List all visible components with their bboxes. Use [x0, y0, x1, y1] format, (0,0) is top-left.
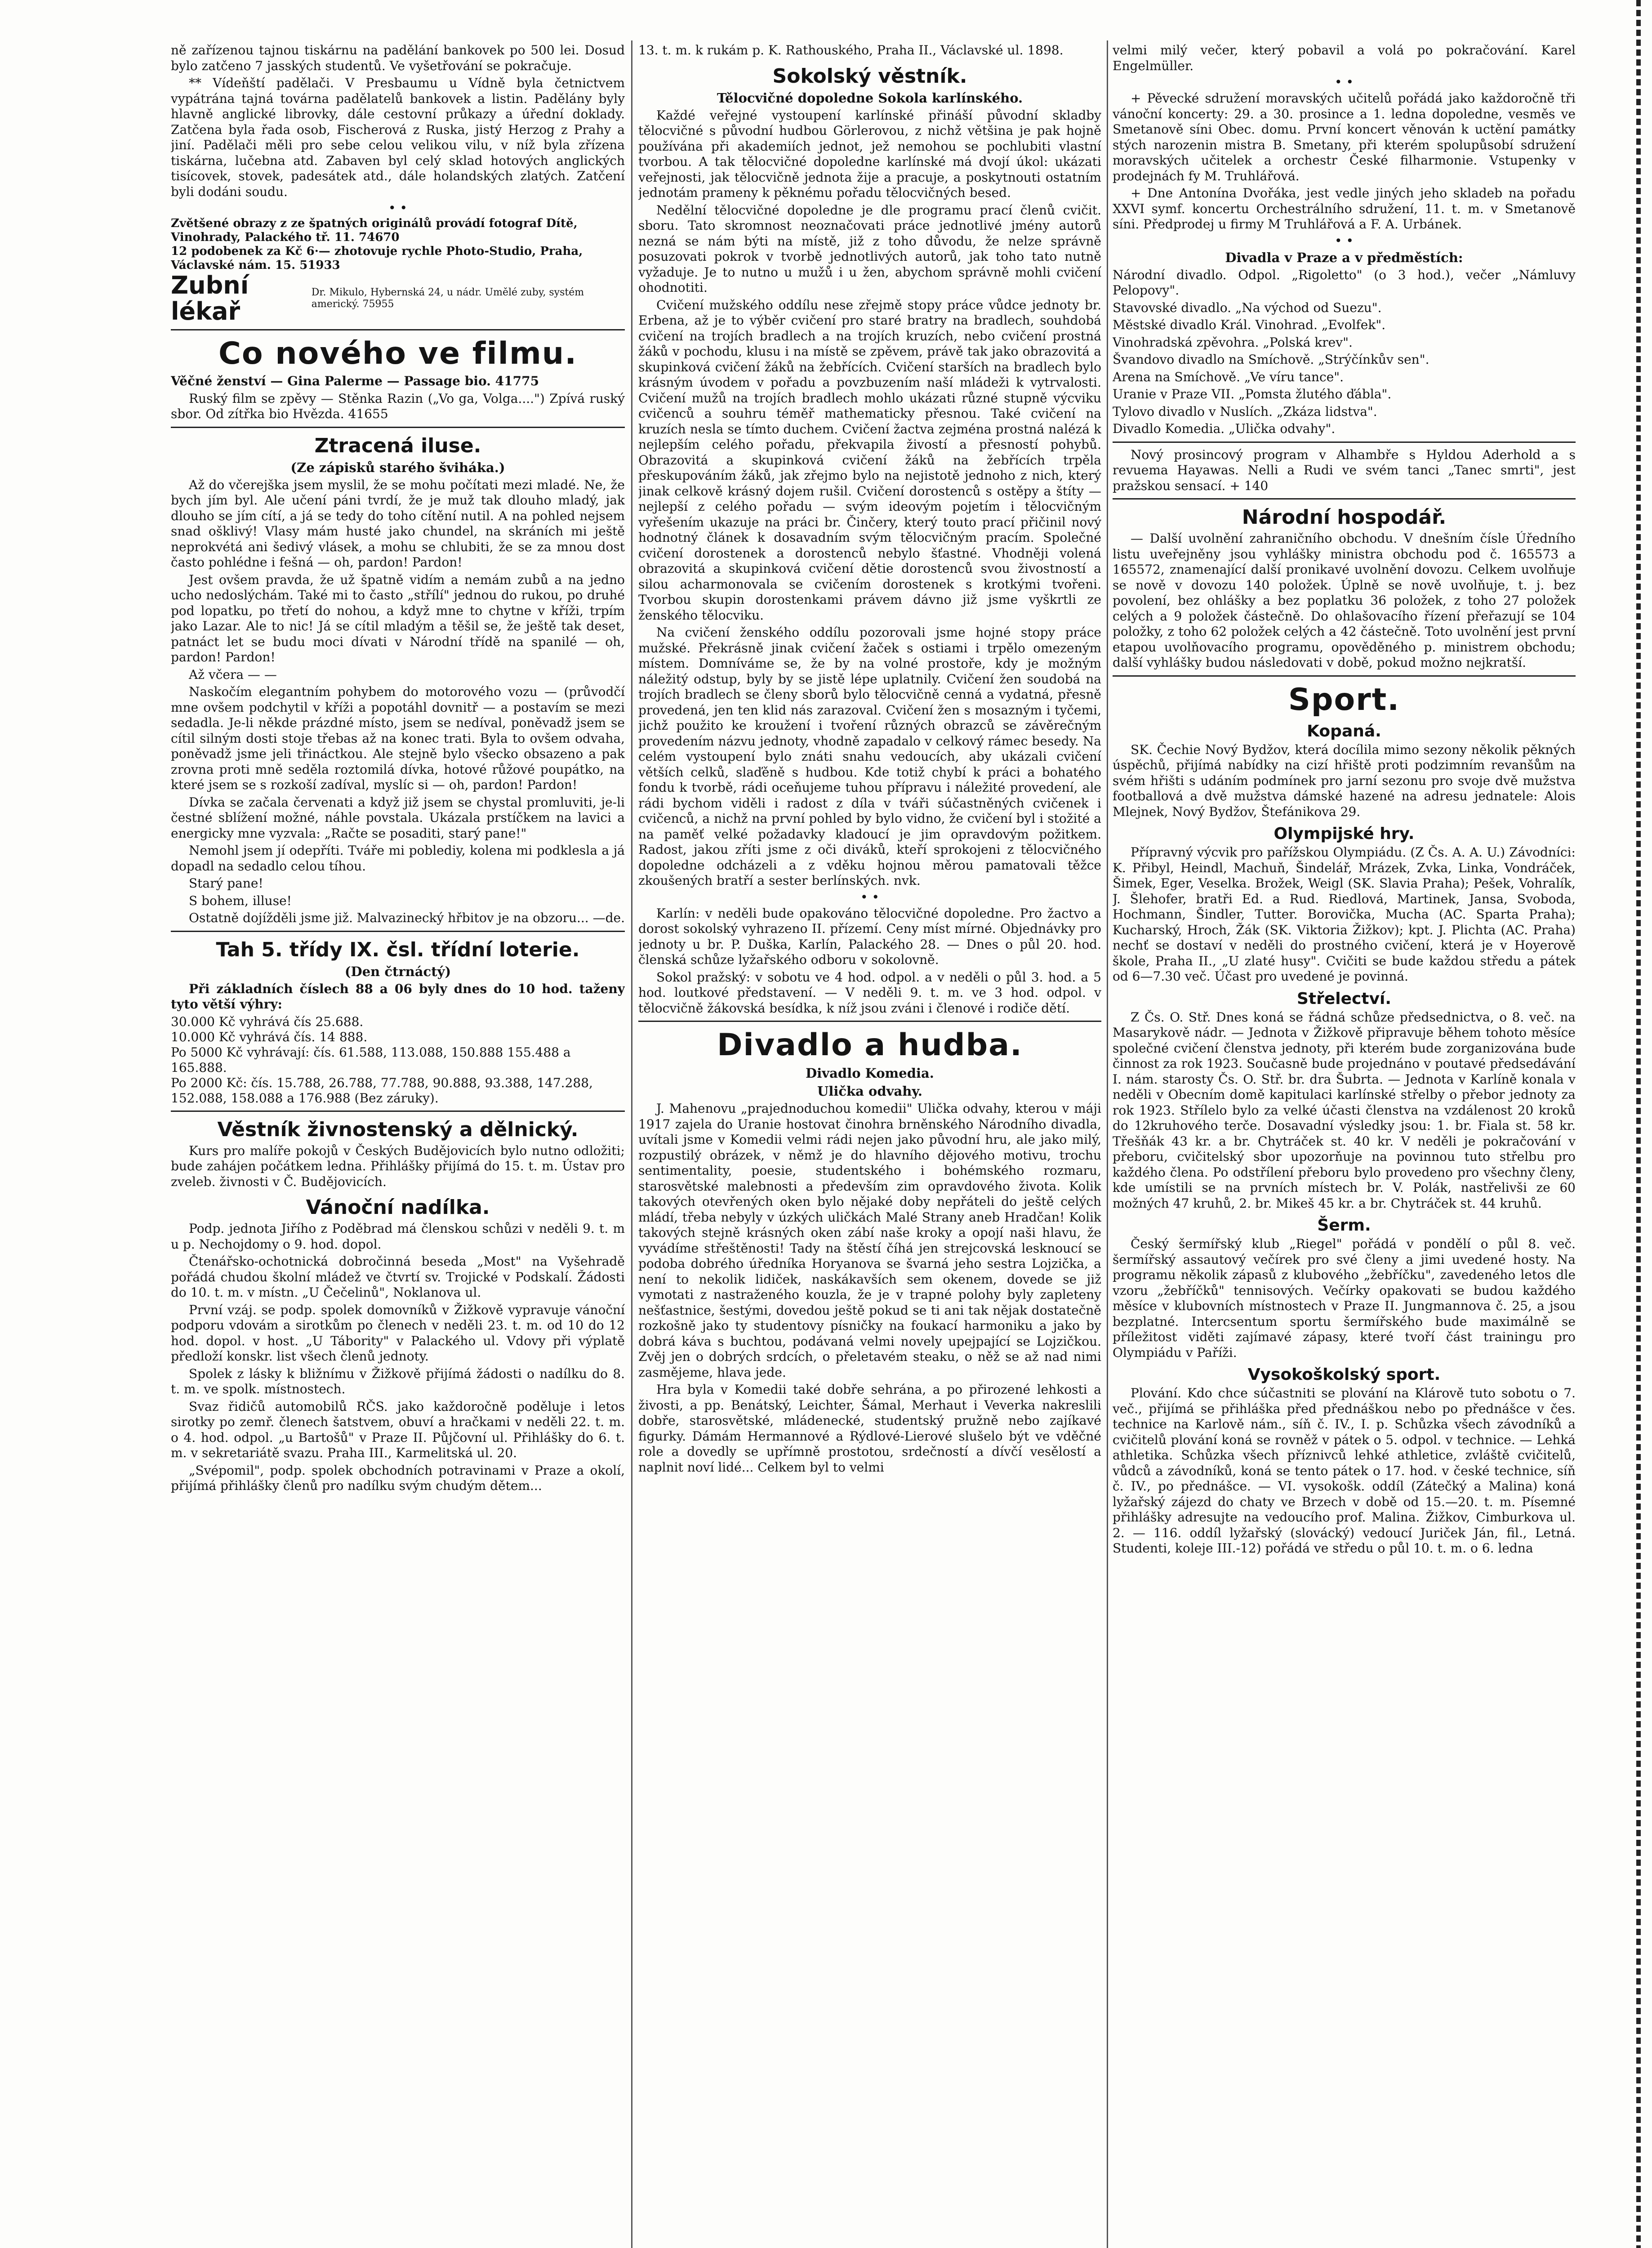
subheading: Divadla v Praze a v předměstích: — [1225, 250, 1463, 265]
paragraph: Přípravný výcvik pro pařížskou Olympiádu. (Z Čs. A. A. U.) Závodníci: K. Přibyl, Heindl, Machuň, Šindelář, Mrázek, Zvka, Linka, Vondráček, Šimek, Eger, Veselka. Brožek, Weigl (SK. Slavia Praha); Pešek, Vohralík, J. Šlehofer, bratři Ed. a Rud. Riedlová, Martinek, Jansa, Svoboda, Hochmann, Šindler, Tutter. Borovička, Mucha (AC. Sparta Praha); Kucharský, Hroch, Žák (SK. Viktoria Žižkov); kpt. J. Plichta (AC. Praha) nechť se dostaví v neděli do prostného cvičení, která je v Hoyerově škole, Praha II., „U zlaté husy". Cvičiti se bude každou středu a pátek od 6—7.30 več. Účast pro uvedené je povinná. — [1113, 845, 1576, 984]
paragraph: Podp. jednota Jiřího z Poděbrad má členskou schůzi v neděli 9. t. m u p. Nechojdomy o 9. hod. dopol. — [171, 1221, 625, 1252]
paragraph: velmi milý večer, který pobavil a volá po pokračování. Karel Engelmüller. — [1113, 43, 1576, 73]
prize-line: 10.000 Kč vyhrává čís. 14 888. — [171, 1029, 368, 1044]
sport-subheading: Olympijské hry. — [1274, 825, 1415, 843]
paragraph: Ostatně dojížděli jsme již. Malvazinecký hřbitov je na obzoru... —de. — [189, 910, 625, 925]
paragraph: Naskočím elegantním pohybem do motorového vozu — (průvodčí mne ovšem podchytil v kříži a popotáhl dovnitř — a postavím se mezi sedadla. Je-li někde prázdné místo, jsem se nedíval, poněvadž jsem se cítil silným dosti stoje třebas až na konec trati. Byla to ovšem odvaha, poněvadž jsme jeli třináctkou. Ale stejně bylo všecko obsazeno a pak zrovna proti mně seděla roztomilá dívka, hotové růžové poupátko, na které jsem se s rozkoší zadíval, myslíc si — oh, pardon! Pardon! — [171, 684, 625, 792]
paragraph: Každé veřejné vystoupení karlínské přináší původní skladby tělocvičné s původní hudbou Görlerovou, z nichž většina je pak hojně používána při akademiích jednot, jež nemohou se pochlubiti vlastní tvorbou. A tak tělocvičné dopoledne karlínské má dvojí úkol: ukázati veřejnosti, jak tělocvičně jednota žije a pracuje, a poskytnouti ostatním jednotám prameny k pěknému pořadu tělocvičných besed. — [638, 107, 1101, 200]
paragraph: Karlín: v neděli bude opakováno tělocvičné dopoledne. Pro žactvo a dorost sokolský vyhrazeno II. přízemí. Ceny míst mírné. Objednávky pro jednoty u br. P. Duška, Karlín, Palackého 28. — Dnes o půl 20. hod. členská schůze lyžařského odboru v sokolovně. — [638, 905, 1101, 967]
paragraph: Plování. Kdo chce súčastniti se plování na Klárově tuto sobotu o 7. več., přijímá se přihláška před přednáškou nebo po přednášce v čes. technice na Karlově nám., síň č. IV., I. p. Schůzka všech závodníků a cvičitelů plování koná se rovněž v pátek o 5. odpol. v technice. — Lehká athletika. Schůzka všech příznivců lehké athletice, zvláště cvičitelů, vůdců a závodníků, koná se tento pátek o 17. hod. v české technice, síň č. IV., po přednášce. — VI. vysokošk. oddíl (Zátečký a Malina) koná lyžařský zájezd do chaty ve Brzech v době od 15.—20. t. m. Písemné přihlášky adresujte na vedoucího prof. Malina. Žižkov, Cimburkova ul. 2. — 116. oddíl lyžařský (slovácký) vedoucí Juriček Ján, fil., Letná. Studenti, koleje III.-12) pořádá ve středu o půl 10. t. m. o 6. ledna — [1113, 1386, 1576, 1556]
paragraph: Vinohradská zpěvohra. „Polská krev". — [1113, 335, 1353, 350]
section-heading: Sport. — [1288, 682, 1400, 718]
sport-subheading: Kopaná. — [1307, 722, 1381, 740]
paragraph: Národní divadlo. Odpol. „Rigoletto" (o 3 hod.), večer „Námluvy Pelopovy". — [1113, 267, 1576, 298]
paragraph: Uranie v Praze VII. „Pomsta žlutého ďábla". — [1113, 387, 1392, 401]
prize-line: Po 5000 Kč vyhrávají: čís. 61.588, 113.088, 150.888 155.488 a 165.888. — [171, 1044, 571, 1075]
prize-line: Po 2000 Kč: čís. 15.788, 26.788, 77.788, 90.888, 93.388, 147.288, 152.088, 158.088 a 176.988 (Bez záruky). — [171, 1075, 593, 1106]
subheading: Ulička odvahy. — [817, 1084, 922, 1099]
sport-subheading: Střelectví. — [1296, 989, 1392, 1008]
rule-separator — [171, 427, 625, 428]
article-heading: Sokolský věstník. — [772, 64, 967, 88]
article-heading: Vánoční nadílka. — [306, 1196, 490, 1219]
paragraph: Starý pane! — [189, 876, 263, 891]
dentist-ad-title: Zubní lékař — [171, 271, 249, 326]
paragraph: Dívka se začala červenati a když již jsem se chystal promluviti, je-li čestné sblížení možné, náhle povstala. Ukázala prstíčkem na lavici a energicky mne vyzvala: „Račte se posaditi, starý pane!" — [171, 794, 625, 841]
paragraph: ně zařízenou tajnou tiskárnu na padělání bankovek po 500 lei. Dosud bylo zatčeno 7 jasských studentů. Ve vyšetřování se pokračuje. — [171, 43, 625, 73]
paragraph: Nedělní tělocvičné dopoledne je dle programu prací členů cvičit. sboru. Tato skromnost neoznačovati práce jednotlivé jmény autorů nezná se nám býti na místě, již z toho důvodu, že nelze správně posuzovati pokrok v tvorbě jednotlivých autorů, jak toho tato nutně vyžaduje. Je to nutno u mužů i u žen, abychom správně mohli cvičení ohodnotiti. — [638, 202, 1101, 295]
paragraph: Až do včerejška jsem myslil, že se mohu počítati mezi mladé. Ne, že bych jím byl. Ale učení páni tvrdí, že je muž tak dlouho mladý, jak dlouho se jím cítí, a já se tedy do toho cítění nutil. A na pohled nejsem snad ošklivý! Vlasy mám husté jako chundel, na skráních mi ještě neprokvétá ani šedivý vlásek, a mohu se chlubiti, že se za mnou dost často pohlédne i fešná — oh, pardon! Pardon! — [171, 477, 625, 570]
rule-separator — [171, 931, 625, 932]
paragraph: Ruský film se zpěvy — Stěnka Razin („Vo ga, Volga....") Zpívá ruský sbor. Od zítřka bio Hvězda. 41655 — [171, 391, 625, 421]
dot-separator: • • — [860, 889, 879, 905]
paragraph: Při základních číslech 88 a 06 byly dnes do 10 hod. taženy tyto větší výhry: — [171, 981, 625, 1012]
paragraph: + Dne Antonína Dvořáka, jest vedle jiných jeho skladeb na pořadu XXVI symf. koncertu Orchestrálního sdružení, 11. t. m. v Smetanově síni. Předprodej u firmy M Truhlářová a F. A. Urbánek. — [1113, 186, 1576, 232]
dot-separator: • • — [1335, 233, 1354, 248]
paragraph: Čtenářsko-ochotnická dobročinná beseda „Most" na Vyšehradě pořádá chudou školní mládež ve čtvrtí sv. Trojické v Podskalí. Žádosti do 10. t. m. v místn. „U Čečelinů", Noklanova ul. — [171, 1254, 625, 1300]
sport-subheading: Šerm. — [1317, 1216, 1371, 1235]
article-heading: Ztracená iluse. — [314, 434, 481, 457]
paragraph: Až včera — — — [189, 667, 277, 682]
paragraph: Český šermířský klub „Riegel" pořádá v pondělí o půl 8. več. šermířský assautový večírek pro své členy a jimi uvedené hosty. Na programu několik zápasů z klubového „žebříčku", zavedeného letos dle vzoru „žebříčků" tennisových. Večírky opakovati se budou každého měsíce v klubovních místnostech v Praze II. Jungmannova č. 25, a jsou bezplatné. Intercsentum sportu šermířského bude maximálně se příležitost viděti zajímavé zápasy, které tvoří část trainingu pro Olympiádu v Paříži. — [1113, 1236, 1576, 1360]
column-left — [171, 43, 625, 2248]
paragraph: Na cvičení ženského oddílu pozorovali jsme hojné stopy práce mužské. Překrásně jinak cvičení žaček s ostiami i trpělo omezeným místem. Domníváme se, že by na volné prostoře, kdy je možným náležitý odstup, byly by se jistě lépe uplatnily. Cvičení žen soudobá na trojích bradlech se členy sborů bylo tělocvičně cenná a vydatná, přesně provedená, jen ten klid nás zarazoval. Cvičení žen s mosazným i tyčemi, jichž použito ke kroužení i tvoření různých obrazců se závěrečným provedením názvu jednoty, vhodně zapadalo v celkový rámec besedy. Na celém vystoupení bylo znáti snahu vedoucích, aby ukázali cvičení větších celků, slaďěně s hudbou. Kde totiž chybí k práci a bohatého fondu k tvorbě, rádi oceňujeme tuhou přípravu i náležité provedení, ale rádi bychom viděli i radost z díla v tváři súčastněných cvičenek i cvičenců, a nichž na první pohled by bylo vidno, že cvičení byl i stožité a na paměť velké požadavky kladoucí je jim opravdovým požitkem. Radost, jakou zříti jsme z oči diváků, kteří sprokojeni z tělocvičného dopoledne odcházeli a z vděku hojnou měrou pamatovali těžce zkoušených bratří a sester berlínských. nvk. — [638, 625, 1101, 888]
sport-subheading: Vysokoškolský sport. — [1247, 1365, 1441, 1384]
paragraph: Arena na Smíchově. „Ve víru tance". — [1113, 369, 1344, 384]
paragraph: Stavovské divadlo. „Na východ od Suezu". — [1113, 300, 1382, 315]
paragraph: Jest ovšem pravda, že už špatně vidím a nemám zubů a na jedno ucho nedoslýchám. Také mi to často „střílí" jednou do rukou, po druhé pod lopatku, po třetí do nohou, a když mne to chytne v kříži, trpím jako Lazar. Ale to nic! Já se cítil mladým a těšil se, že ještě tak deset, patnáct let se budu moci dívati v Národní třídě na spanilé — oh, pardon! Pardon! — [171, 572, 625, 665]
paragraph: Cvičení mužského oddílu nese zřejmě stopy práce vůdce jednoty br. Erbena, až je to výběr cvičení pro staré bratry na bradlech, souhdobá cvičení na trojích bradlech a na trojích kruzích, nebo cvičení prostná žáků v pochodu, klusu i na místě se zpěvem, právě tak jako obrazovitá a skupinková cvičení žáků na žebřících. Cvičení starších na bradlech bylo krásným úvodem v pořadu a povzbuzením naší mládeži k vytrvalosti. Cvičení mužů na trojích bradlech mohlo ukázati různé stupně výcviku cvičenců a souhru téměř mathematicky přesnou. Také cvičení na kruzích nesla se tímto duchem. Cvičení žactva zejména prostná nalézá k nejlepším celého pořadu, překvapila živostí a přesností pohybů. Obrazovitá a skupinková cvičení žáků na žebřících trpěla přeskupováním žáků, jak zřejmo bylo na nejistotě jednoho z nich, který jinak celkově krásný dojem rušil. Cvičení dorostenců s ostěpy a štíty — nejlepší z celého pořadu — svým ideovým pojetím i tělocvičným vyřešením ukazuje na práci br. Činčery, který touto prací přičinil nový hodnotný článek k dosavadním svým tělocvičným pracím. Společné cvičení dorostenek a dorostenců nebylo šťastné. Vhodněji volená obrazovitá a skupinková cvičení dětie dorostenců svou živostností a silou acharmonovala se cvičením dorostenek s krotkými tvořeni. Tvorbou skupin dorostenkami právem dávno již jsme vyškrtli ze ženského tělocviku. — [638, 297, 1101, 623]
paragraph: „Svépomil", podp. spolek obchodních potravinami v Praze a okolí, přijímá přihlášky členů pro nadílku svým chudým dětem... — [171, 1463, 625, 1493]
paragraph: Nový prosincový program v Alhambře s Hyldou Aderhold a s revuema Hayawas. Nelli a Rudi ve svém tanci „Tanec smrti", jest pražskou sensací. + 140 — [1113, 447, 1576, 493]
article-heading: Národní hospodář. — [1242, 506, 1447, 529]
subheading: (Ze zápisků starého šviháka.) — [290, 459, 505, 475]
dentist-ad — [171, 272, 625, 325]
column-middle — [638, 43, 1101, 2248]
subheading: Tělocvičné dopoledne Sokola karlínského. — [717, 90, 1023, 106]
scan-edge-right — [1636, 0, 1641, 2248]
advertisement: 12 podobenek za Kč 6·— zhotovuje rychle Photo-Studio, Praha, Václavské nám. 15. 51933 — [171, 245, 583, 272]
article-heading: Tah 5. třídy IX. čsl. třídní loterie. — [216, 938, 580, 961]
paragraph: První vzáj. se podp. spolek domovníků v Žižkově vypravuje vánoční podporu vdovám a sirotkům po členech v neděli 23. t. m. od 10 do 12 hod. dopol. v host. „U Tábority" v Palackého ul. Vdovy při výplatě předloží konskr. list všech členů jednoty. — [171, 1302, 625, 1364]
paragraph: Hra byla v Komedii také dobře sehrána, a po přirozené lehkosti a živosti, a pp. Benátský, Leichter, Šámal, Merhaut i Veverka nakreslili dobře, starosvětské, mládenecké, studentský pružně nebo zajíkavé figurky. Dámám Hermannové a Rýdlové-Lierové slušelo být ve vděčné role a dovedly se upřímně prostotou, srdečností a dívčí vesělostí a naplnit noví lidé... Celkem byl to velmi — [638, 1382, 1101, 1475]
subheading: (Den čtrnáctý) — [344, 963, 451, 979]
rule-separator — [638, 1021, 1101, 1022]
rule-separator — [1113, 442, 1576, 443]
dot-separator: • • — [388, 201, 407, 215]
paragraph: Městské divadlo Král. Vinohrad. „Evolfek". — [1113, 317, 1386, 332]
paragraph: Kurs pro malíře pokojů v Českých Budějovicích bylo nutno odložiti; bude zahájen počátkem ledna. Přihlášky přijímá do 15. t. m. Ústav pro zveleb. živnosti v Č. Budějovicích. — [171, 1143, 625, 1189]
rule-separator — [171, 329, 625, 330]
paragraph: 13. t. m. k rukám p. K. Rathouského, Praha II., Václavské ul. 1898. — [638, 43, 1064, 58]
paragraph: Divadlo Komedia. „Ulička odvahy". — [1113, 421, 1336, 436]
section-heading: Divadlo a hudba. — [717, 1027, 1023, 1063]
column-divider — [1107, 40, 1108, 2248]
paragraph: Švandovo divadlo na Smíchově. „Strýčínkův sen". — [1113, 352, 1429, 367]
dentist-ad-text: Dr. Mikulo, Hybernská 24, u nádr. Umělé zuby, systém americký. 75955 — [311, 287, 584, 310]
rule-separator — [1113, 498, 1576, 500]
advertisement: Zvětšené obrazy z ze špatných originálů provádí fotograf Dítě, Vinohrady, Palackého tř. 11. 74670 — [171, 217, 578, 244]
paragraph: Spolek z lásky k bližnímu v Žižkově přijímá žádosti o nadílku do 8. t. m. ve spolk. místnostech. — [171, 1366, 625, 1396]
paragraph: Sokol pražský: v sobotu ve 4 hod. odpol. a v neděli o půl 3. hod. a 5 hod. loutkové představení. — V neděli 9. t. m. ve 3 hod. odpol. v tělocvičně žákovská besídka, k níž jsou zváni i členové i rodiče dětí. — [638, 969, 1101, 1016]
paragraph: ** Vídeňští padělači. V Presbaumu u Vídně byla četnictvem vypátrána tajná továrna padělatelů bankovek a listin. Padělány byly hlavně anglické librovky, dále cestovní průkazy a úřední doklady. Zatčena byla řada osob, Fischerová z Ruska, jistý Herzog z Prahy a jiní. Padělači měli pro sebe celou velikou vilu, v níž byla zřízena tiskárna, lučebna atd. Zabaven byl celý sklad hotových anglických tisícovek, stovek, padesátek atd., dále holandských zlatých. Zatčení byli dodáni soudu. — [171, 76, 625, 199]
dot-separator: • • — [1335, 75, 1354, 89]
paragraph: Věčné ženství — Gina Palerme — Passage bio. 41775 — [171, 374, 539, 388]
paragraph: Z Čs. O. Stř. Dnes koná se řádná schůze předsednictva, o 8. več. na Masarykově nádr. — Jednota v Žižkově připravuje během tohoto měsíce společné cvičení členstva jednoty, při kterém bude zorganizována bude činnost za rok 1923. Současně bude projednáno v poutavé předsedávání I. nám. starosty Čs. O. Stř. br. dra Šubrta. — Jednota v Karlíně konala v neděli v Obecním domě kapitulaci karlínské střelby o přebor jednoty za rok 1923. Střílelo bylo za velké účasti členstva na vzdálenost 20 kroků do 12kruhového terče. Dosavadní výsledky jsou: 1. br. Fiala st. 58 kr. Třešňák 43 kr. a br. Chytráček st. 40 kr. V neděli je pokračování v přeboru, cvičitelský sbor upozorňuje na povinnou tuto střelbu pro každého člena. Po odstřílení přeboru bylo provedeno pro všechny členy, kde umístili se na prvních místech br. V. Polák, nastřelivši ze 60 možných 47 kruhů, 2. br. Mikeš 45 kr. a br. Chytráček st. 44 kruhů. — [1113, 1009, 1576, 1211]
column-divider — [631, 40, 632, 2248]
paragraph: + Pěvecké sdružení moravských učitelů pořádá jako každoročně tři vánoční koncerty: 29. a 30. prosince a 1. ledna dopoledne, vesměs ve Smetanově síni Obec. domu. První koncert věnován k uctění památky stých narozenin mistra B. Smetany, při kterém spolupůsobí sdružení moravských učitelek a orchestr České filharmonie. Vstupenky v prodejnách fy M. Truhlářová. — [1113, 91, 1576, 183]
article-heading: Věstník živnostenský a dělnický. — [217, 1118, 579, 1141]
section-heading: Co nového ve filmu. — [218, 336, 578, 371]
paragraph: Tylovo divadlo v Nuslích. „Zkáza lidstva". — [1113, 404, 1377, 419]
subheading: Divadlo Komedia. — [806, 1066, 934, 1081]
paragraph: — Další uvolnění zahraničního obchodu. V dnešním čísle Úředního listu uveřejněny jsou vyhlášky ministra obchodu pod č. 165573 a 165572, znamenající další pronikavé uvolnění dovozu. Celkem uvolňuje se nově v dovozu 140 položek. Úplně se nově uvolňuje, t. j. bez povolení, bez ohlášky a bez poplatku 36 položek, z toho 27 položek celých a 9 položek částečně. Do ohlašovacího řízení přeřazují se 104 položky, z toho 62 položek celých a 42 částečně. Toto uvolnění jest první etapou uvolňovacího programu, opověděného p. ministrem obchodu; další vyhlášky budou následovati v době, pokud možno nejkratší. — [1113, 531, 1576, 670]
paragraph: SK. Čechie Nový Bydžov, která docílila mimo sezony několik pěkných úspěchů, přijímá nabídky na cizí hřiště proti podzimním revanšům na svém hřišti s udáním podmínek pro jarní sezonu pro svoje dvě mužstva footballová a dvě mužstva dámské hazené na adresu jednatele: Alois Mlejnek, Nový Bydžov, Štefánikova 29. — [1113, 742, 1576, 819]
column-right — [1113, 43, 1576, 2248]
paragraph: S bohem, illuse! — [189, 893, 292, 908]
paragraph: J. Mahenovu „prajednoduchou komedii" Ulička odvahy, kterou v máji 1917 zajela do Uranie hostovat činohra brněnského Národního divadla, uvítali jsme v Komedii velmi rádi nejen jako původní hru, ale jako milý, rozpustilý obrázek, v němž je do hlavního dějového motivu, trochu sentimentality, poesie, studentského i bohémského rozmaru, starosvětské malebnosti a především zim opravdového života. Kolik takových otevřených oken bylo nějaké doby nepřáteli do ještě celých mládí, třeba nebyly v úzkých uličkách Malé Strany aneb Hradčan! Kolik takových stejně krásných oken zábí naše kroky a opojí naši hlavu, že vyvádíme střeštěnosti! Tady na štěstí číhá jen strejcovská lesknoucí se podoba dobrého úředníka Horyanova se švarná jeho sestra Lojzička, a není to nekolik lidiček, naskákavších sem okenem, dovede se již vymotati z nastraženého kouzla, že je v trapné polohy byly zapleteny nešťastnice, šestými, dovedou ještě pokud se ti ani tak nějak dostatečně rozkošně jako ty studentovy písničky na foukací harmoniku a jako by dobrá káva s buchtou, podávaná velmi novely upejpající se Lojzičkou. Zvěj jen o dobrých srdcích, o přeletavém steaku, o něž se až nad nimi zasmějeme, hlava jede. — [638, 1101, 1101, 1380]
rule-separator — [1113, 675, 1576, 677]
paragraph: Svaz řidičů automobilů RČS. jako každoročně poděluje i letos sirotky po zemř. členech šatstvem, obuví a hračkami v neděli 22. t. m. o 4. hod. odpol. „u Bartošů" v Praze II. Půjčovní ul. Přihlášky do 6. t. m. v sekretariátě svazu. Praha III., Karmelitská ul. 20. — [171, 1399, 625, 1460]
prize-line: 30.000 Kč vyhrává čís 25.688. — [171, 1014, 364, 1029]
rule-separator — [171, 1111, 625, 1112]
paragraph: Nemohl jsem jí odepříti. Tváře mi poblediy, kolena mi podklesla a já dopadl na sedadlo celou tíhou. — [171, 843, 625, 874]
